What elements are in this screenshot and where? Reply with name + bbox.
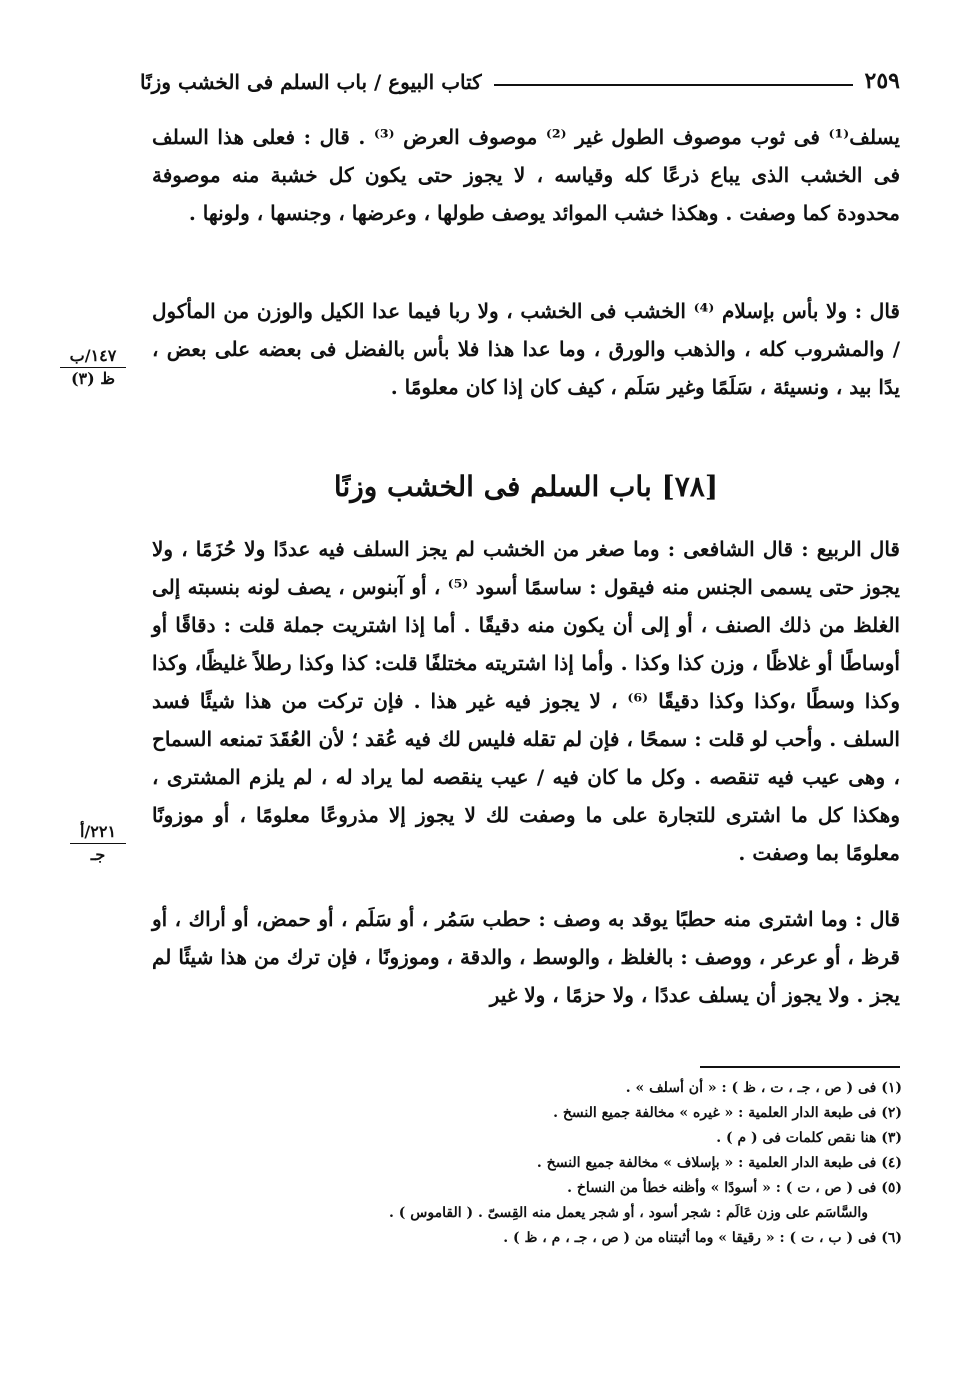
footnote-3: (٣) هنا نقص كلمات فى ( م ) . <box>716 1130 902 1146</box>
margin-note-1-bottom: ظ (٣) <box>70 369 116 388</box>
paragraph-4 <box>152 900 900 1014</box>
margin-note-1-top: ١٤٧/ب <box>60 346 126 368</box>
footnote-rule <box>700 1066 900 1068</box>
footnotes <box>152 1076 902 1251</box>
margin-note-2-bottom: جـ <box>90 845 106 864</box>
footnote-5-continuation: والسَّاسَم على وزن عَالَم : شجر أسود ، أو شجر يعمل منه القِسىّ . ( القاموس ) . <box>389 1205 868 1221</box>
paragraph-4-text: وما اشترى منه حطبًا يوقد به وصف : حطب سَمُر ، أو سَلَم ، أو حمض، أو أراك ، أو قرظ ، أو عرعر ، ووصف : بالغلظ ، والوسط ، والدقة ، وموزونًا ، فإن ترك من هذا شيئًا لم يجز . ولا يجوز أن يسلف عددًا ، ولا حزمًا ، ولا غير <box>152 907 900 1007</box>
paragraph-3 <box>152 530 900 872</box>
paragraph-2-text: ولا بأس بإسلام ⁽⁴⁾ الخشب فى الخشب ، ولا ربا فيما عدا الكيل والوزن من المأكول / والمشروب كله ، والذهب والورق ، وما عدا هذا فلا بأس بالفضل فى بعضه على بعض ، يدًا بيد ، ونسيئة ، سَلَمًا وغير سَلَم ، كيف كان إذا كان معلومًا . <box>152 299 900 399</box>
header-rule <box>494 84 853 86</box>
footnote-1: (١) فى ( ص ، جـ ، ت ، ظ ) : « أن أسلف » . <box>625 1080 902 1096</box>
paragraph-2 <box>152 292 900 406</box>
footnote-5: (٥) فى ( ص ، ت ) : « أسودًا » وأظنه خطأ من النساخ . <box>567 1180 902 1196</box>
running-header <box>140 60 900 94</box>
paragraph-2-label: قال : <box>854 299 900 323</box>
footnote-2: (٢) فى طبعة الدار العلمية : « غيره » مخالفة جميع النسخ . <box>553 1105 902 1121</box>
paragraph-1-text: يسلف⁽¹⁾ فى ثوب موصوف الطول غير ⁽²⁾ موصوف العرض ⁽³⁾ . قال : فعلى هذا السلف فى الخشب الذى يباع ذرعًا كله وقياسه ، لا يجوز حتى يكون كل خشبة منه موصوفة محدودة كما وصفت . وهكذا خشب الموائد يوصف طولها ، وعرضها ، وجنسها ، ولونها . <box>152 125 900 225</box>
page-number: ٢٥٩ <box>864 68 900 94</box>
margin-note-manuscript-ref-1 <box>60 346 126 389</box>
header-title: كتاب البيوع / باب السلم فى الخشب وزنًا <box>140 70 482 94</box>
margin-note-manuscript-ref-2 <box>70 822 126 865</box>
margin-note-2-top: ٢٢١/أ <box>70 822 126 844</box>
paragraph-1 <box>152 118 900 232</box>
footnote-4: (٤) فى طبعة الدار العلمية : « بإسلاف » مخالفة جميع النسخ . <box>536 1155 902 1171</box>
section-title: [٧٨] باب السلم فى الخشب وزنًا <box>333 470 719 503</box>
paragraph-4-label: قال : <box>854 907 901 931</box>
footnote-6: (٦) فى ( ب ، ت ) : « رقيقا » وما أثبتناه من ( ص ، جـ ، م ، ظ ) . <box>503 1230 902 1246</box>
paragraph-3-text: قال الربيع : قال الشافعى : وما صغر من الخشب لم يجز السلف فيه عددًا ولا حُزَمًا ، ولا يجوز حتى يسمى الجنس منه فيقول : ساسمًا أسود ⁽⁵⁾ ، أو آبنوس ، يصف لونه بنسبته إلى الغلظ من ذلك الصنف ، أو إلى أن يكون منه دقيقًا . أما إذا اشتريت جملة قلت : دقاقًا أو أوساطًا أو غلاظًا ، وزن كذا وكذا . وأما إذا اشتريته مختلفًا قلت: كذا وكذا رطلاً غليظًا، وكذا وكذا وسطًا ،وكذا وكذا دقيقًا ⁽⁶⁾ ، لا يجوز فيه غير هذا . فإن تركت من هذا شيئًا فسد السلف . وأحب لو قلت : سمحًا ، فإن لم تقله فليس لك فيه عُقد ؛ لأن العُقَدَ تمنعه السماح ، وهى عيب فيه تنقصه . وكل ما كان فيه / عيب ينقصه لما يراد له ، لم يلزم المشترى ، وهكذا كل ما اشترى للتجارة على ما وصفت لك لا يجوز إلا مذروعًا معلومًا ، أو موزونًا معلومًا بما وصفت . <box>152 537 900 865</box>
